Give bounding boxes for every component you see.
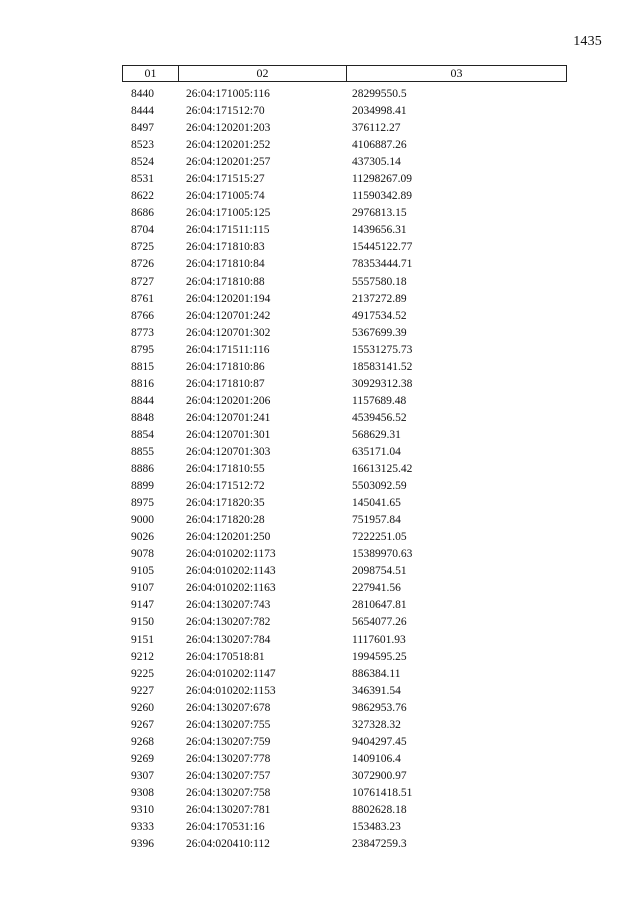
value-cell: 11298267.09 [352, 173, 412, 186]
table-row [0, 529, 640, 546]
column-header-01: 01 [123, 66, 179, 81]
value-cell: 5654077.26 [352, 616, 407, 629]
table-row [0, 154, 640, 171]
value-cell: 2137272.89 [352, 292, 407, 305]
table-row [0, 597, 640, 614]
cadastral-number-cell: 26:04:010202:1153 [186, 684, 276, 697]
row-number-cell: 9267 [131, 718, 154, 731]
value-cell: 10761418.51 [352, 786, 413, 799]
cadastral-number-cell: 26:04:171005:125 [186, 207, 271, 220]
value-cell: 437305.14 [352, 156, 401, 169]
row-number-cell: 8686 [131, 207, 154, 220]
table-row [0, 836, 640, 853]
cadastral-number-cell: 26:04:170531:16 [186, 821, 265, 834]
value-cell: 635171.04 [352, 445, 401, 458]
table-row [0, 359, 640, 376]
row-number-cell: 8899 [131, 480, 154, 493]
value-cell: 153483.23 [352, 821, 401, 834]
value-cell: 1409106.4 [352, 752, 401, 765]
value-cell: 751957.84 [352, 514, 401, 527]
table-row [0, 444, 640, 461]
row-number-cell: 8523 [131, 139, 154, 152]
cadastral-number-cell: 26:04:171512:70 [186, 105, 265, 118]
cadastral-number-cell: 26:04:171810:86 [186, 360, 265, 373]
table-header [122, 65, 567, 82]
row-number-cell: 8854 [131, 428, 154, 441]
value-cell: 5367699.39 [352, 326, 407, 339]
cadastral-number-cell: 26:04:171511:115 [186, 224, 270, 237]
table-row [0, 427, 640, 444]
cadastral-number-cell: 26:04:120701:303 [186, 445, 271, 458]
cadastral-number-cell: 26:04:171810:88 [186, 275, 265, 288]
row-number-cell: 9105 [131, 565, 154, 578]
row-number-cell: 9269 [131, 752, 154, 765]
row-number-cell: 9268 [131, 735, 154, 748]
table-row [0, 274, 640, 291]
cadastral-number-cell: 26:04:120201:206 [186, 394, 271, 407]
cadastral-number-cell: 26:04:120201:257 [186, 156, 271, 169]
column-header-03: 03 [450, 66, 463, 80]
column-header-02: 02 [179, 66, 347, 81]
cadastral-number-cell: 26:04:120201:252 [186, 139, 271, 152]
value-cell: 15389970.63 [352, 548, 413, 561]
row-number-cell: 8727 [131, 275, 154, 288]
cadastral-number-cell: 26:04:130207:757 [186, 769, 271, 782]
value-cell: 1439656.31 [352, 224, 407, 237]
table-row [0, 768, 640, 785]
cadastral-number-cell: 26:04:171820:35 [186, 497, 265, 510]
value-cell: 15445122.77 [352, 241, 413, 254]
cadastral-number-cell: 26:04:171005:116 [186, 88, 270, 100]
row-number-cell: 8622 [131, 190, 154, 203]
cadastral-number-cell: 26:04:171512:72 [186, 480, 265, 493]
row-number-cell: 9107 [131, 582, 154, 595]
value-cell: 1117601.93 [352, 633, 406, 646]
table-row [0, 563, 640, 580]
row-number-cell: 9310 [131, 803, 154, 816]
value-cell: 11590342.89 [352, 190, 412, 203]
table-row [0, 580, 640, 597]
value-cell: 4917534.52 [352, 309, 407, 322]
cadastral-number-cell: 26:04:130207:678 [186, 701, 271, 714]
table-row [0, 222, 640, 239]
table-row [0, 461, 640, 478]
cadastral-number-cell: 26:04:171810:84 [186, 258, 265, 271]
table-row [0, 188, 640, 205]
row-number-cell: 9227 [131, 684, 154, 697]
table-row [0, 683, 640, 700]
value-cell: 145041.65 [352, 497, 401, 510]
table-row [0, 819, 640, 836]
row-number-cell: 8795 [131, 343, 154, 356]
table-row [0, 614, 640, 631]
table-row [0, 205, 640, 222]
value-cell: 568629.31 [352, 428, 401, 441]
row-number-cell: 8524 [131, 156, 154, 169]
value-cell: 2098754.51 [352, 565, 407, 578]
row-number-cell: 8766 [131, 309, 154, 322]
table-row [0, 751, 640, 768]
cadastral-number-cell: 26:04:171511:116 [186, 343, 270, 356]
table-row [0, 410, 640, 427]
table-row [0, 376, 640, 393]
row-number-cell: 9078 [131, 548, 154, 561]
cadastral-number-cell: 26:04:130207:778 [186, 752, 271, 765]
table-row [0, 785, 640, 802]
table-row [0, 546, 640, 563]
value-cell: 4539456.52 [352, 411, 407, 424]
cadastral-number-cell: 26:04:010202:1163 [186, 582, 276, 595]
value-cell: 327328.32 [352, 718, 401, 731]
row-number-cell: 9151 [131, 633, 154, 646]
table-row [0, 717, 640, 734]
value-cell: 16613125.42 [352, 463, 413, 476]
table-row [0, 342, 640, 359]
value-cell: 7222251.05 [352, 531, 407, 544]
cadastral-number-cell: 26:04:120201:203 [186, 122, 271, 135]
value-cell: 30929312.38 [352, 377, 413, 390]
table-row [0, 291, 640, 308]
table-row [0, 512, 640, 529]
table-row [0, 802, 640, 819]
value-cell: 18583141.52 [352, 360, 413, 373]
cadastral-number-cell: 26:04:171005:74 [186, 190, 265, 203]
cadastral-number-cell: 26:04:130207:784 [186, 633, 271, 646]
row-number-cell: 9150 [131, 616, 154, 629]
row-number-cell: 8497 [131, 122, 154, 135]
row-number-cell: 8855 [131, 445, 154, 458]
row-number-cell: 9225 [131, 667, 154, 680]
cadastral-number-cell: 26:04:130207:781 [186, 803, 271, 816]
cadastral-number-cell: 26:04:120701:301 [186, 428, 271, 441]
cadastral-number-cell: 26:04:120701:241 [186, 411, 271, 424]
cadastral-number-cell: 26:04:010202:1143 [186, 565, 276, 578]
cadastral-number-cell: 26:04:010202:1147 [186, 667, 276, 680]
table-row [0, 103, 640, 120]
page-number: 1435 [573, 34, 602, 49]
table-row [0, 649, 640, 666]
value-cell: 5557580.18 [352, 275, 407, 288]
value-cell: 1994595.25 [352, 650, 407, 663]
value-cell: 3072900.97 [352, 769, 407, 782]
cadastral-number-cell: 26:04:171810:83 [186, 241, 265, 254]
cadastral-number-cell: 26:04:171810:87 [186, 377, 265, 390]
row-number-cell: 9396 [131, 838, 154, 851]
cadastral-number-cell: 26:04:170518:81 [186, 650, 265, 663]
cadastral-number-cell: 26:04:171810:55 [186, 463, 265, 476]
row-number-cell: 8844 [131, 394, 154, 407]
table-row [0, 393, 640, 410]
value-cell: 4106887.26 [352, 139, 407, 152]
cadastral-number-cell: 26:04:010202:1173 [186, 548, 276, 561]
cadastral-number-cell: 26:04:120201:250 [186, 531, 271, 544]
row-number-cell: 9212 [131, 650, 154, 663]
table-row [0, 171, 640, 188]
row-number-cell: 8815 [131, 360, 154, 373]
row-number-cell: 8773 [131, 326, 154, 339]
row-number-cell: 8444 [131, 105, 154, 118]
value-cell: 9404297.45 [352, 735, 407, 748]
value-cell: 9862953.76 [352, 701, 407, 714]
table-row [0, 308, 640, 325]
cadastral-number-cell: 26:04:120201:194 [186, 292, 271, 305]
value-cell: 1157689.48 [352, 394, 407, 407]
cadastral-number-cell: 26:04:130207:759 [186, 735, 271, 748]
value-cell: 5503092.59 [352, 480, 407, 493]
value-cell: 78353444.71 [352, 258, 413, 271]
row-number-cell: 8440 [131, 88, 154, 100]
cadastral-number-cell: 26:04:130207:743 [186, 599, 271, 612]
value-cell: 23847259.3 [352, 838, 407, 851]
row-number-cell: 9147 [131, 599, 154, 612]
value-cell: 28299550.5 [352, 88, 407, 100]
value-cell: 2810647.81 [352, 599, 407, 612]
row-number-cell: 8726 [131, 258, 154, 271]
value-cell: 376112.27 [352, 122, 401, 135]
row-number-cell: 8848 [131, 411, 154, 424]
table-row [0, 632, 640, 649]
row-number-cell: 8704 [131, 224, 154, 237]
row-number-cell: 8886 [131, 463, 154, 476]
row-number-cell: 9308 [131, 786, 154, 799]
row-number-cell: 9307 [131, 769, 154, 782]
table-row [0, 120, 640, 137]
table-row [0, 256, 640, 273]
cadastral-number-cell: 26:04:020410:112 [186, 838, 270, 851]
row-number-cell: 9333 [131, 821, 154, 834]
table-body [0, 86, 640, 853]
value-cell: 15531275.73 [352, 343, 413, 356]
table-row [0, 239, 640, 256]
cadastral-number-cell: 26:04:171820:28 [186, 514, 265, 527]
table-row [0, 137, 640, 154]
row-number-cell: 8531 [131, 173, 154, 186]
row-number-cell: 8725 [131, 241, 154, 254]
cadastral-number-cell: 26:04:130207:755 [186, 718, 271, 731]
cadastral-number-cell: 26:04:120701:242 [186, 309, 271, 322]
value-cell: 886384.11 [352, 667, 401, 680]
value-cell: 227941.56 [352, 582, 401, 595]
table-row [0, 666, 640, 683]
value-cell: 2034998.41 [352, 105, 407, 118]
cadastral-number-cell: 26:04:130207:758 [186, 786, 271, 799]
table-row [0, 734, 640, 751]
cadastral-number-cell: 26:04:171515:27 [186, 173, 265, 186]
row-number-cell: 8975 [131, 497, 154, 510]
cadastral-number-cell: 26:04:120701:302 [186, 326, 271, 339]
row-number-cell: 8761 [131, 292, 154, 305]
value-cell: 346391.54 [352, 684, 401, 697]
table-row [0, 478, 640, 495]
value-cell: 2976813.15 [352, 207, 407, 220]
row-number-cell: 8816 [131, 377, 154, 390]
cadastral-number-cell: 26:04:130207:782 [186, 616, 271, 629]
row-number-cell: 9000 [131, 514, 154, 527]
table-row [0, 86, 640, 103]
row-number-cell: 9260 [131, 701, 154, 714]
table-row [0, 325, 640, 342]
table-row [0, 700, 640, 717]
value-cell: 8802628.18 [352, 803, 407, 816]
row-number-cell: 9026 [131, 531, 154, 544]
table-row [0, 495, 640, 512]
